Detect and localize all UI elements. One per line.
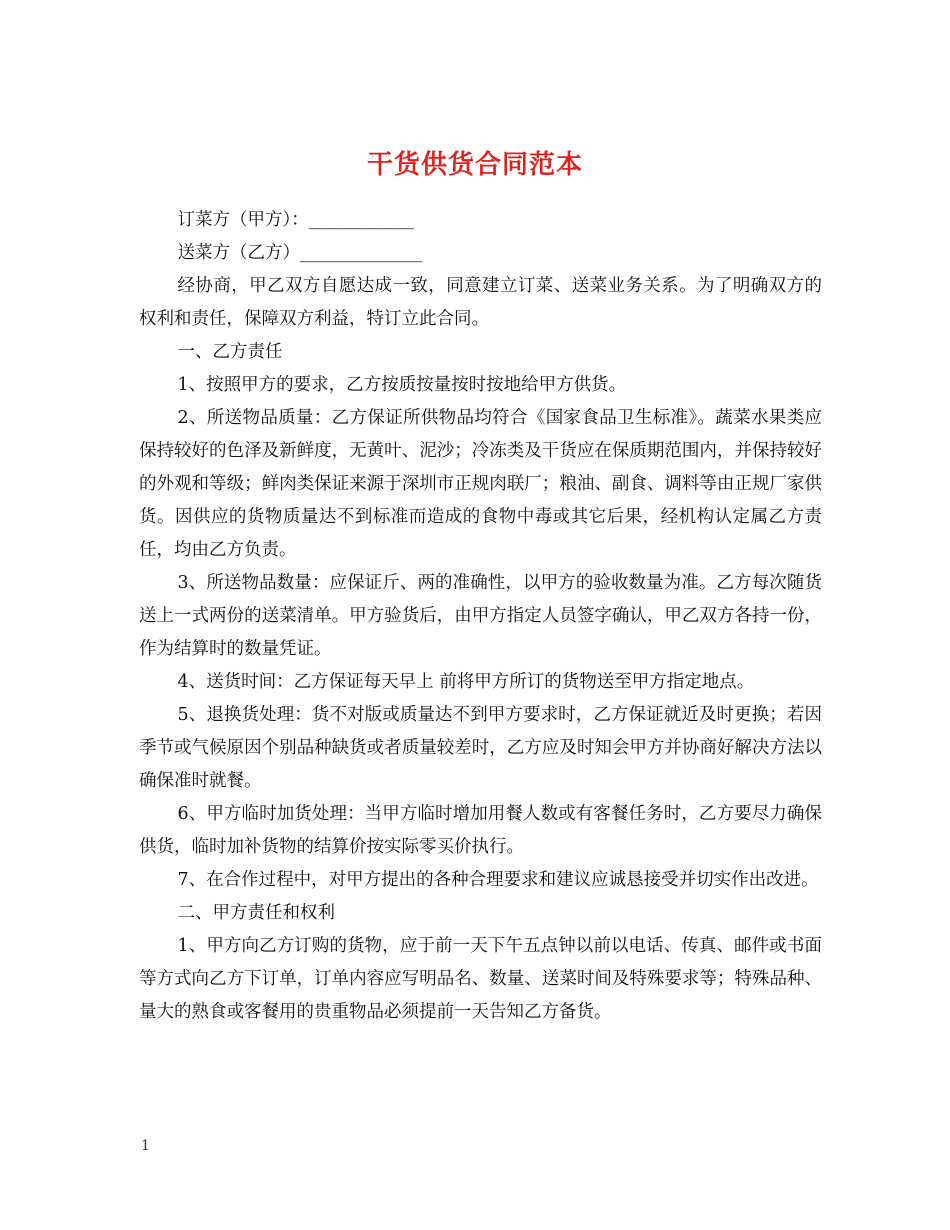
section-heading-party-a: 二、甲方责任和权利 [177, 903, 335, 923]
intro-paragraph: 经协商，甲乙双方自愿达成一致，同意建立订菜、送菜业务关系。为了明确双方的权利和责任，保障双方利益，特订立此合同。 [139, 276, 822, 329]
clause-b-6: 6、甲方临时加货处理：当甲方临时增加用餐人数或有客餐任务时，乙方要尽力确保供货，临时加补货物的结算价按实际零买价执行。 [139, 804, 822, 857]
clause-b-1: 1、按照甲方的要求，乙方按质按量按时按地给甲方供货。 [177, 375, 627, 395]
clause-b-3: 3、所送物品数量：应保证斤、两的准确性，以甲方的验收数量为准。乙方每次随货送上一式两份的送菜清单。甲方验货后，由甲方指定人员签字确认，甲乙双方各持一份，作为结算时的数量凭证。 [139, 573, 822, 659]
section-heading-party-b: 一、乙方责任 [177, 342, 283, 362]
clause-b-7: 7、在合作过程中，对甲方提出的各种合理要求和建议应诚恳接受并切实作出改进。 [177, 870, 819, 890]
party-b-line: 送菜方（乙方）______________ [177, 243, 423, 263]
page-number: 1 [141, 1138, 150, 1154]
document-body [139, 204, 822, 1029]
party-a-line: 订菜方（甲方）：____________ [177, 210, 414, 230]
clause-a-1: 1、甲方向乙方订购的货物，应于前一天下午五点钟以前以电话、传真、邮件或书面等方式向乙方下订单，订单内容应写明品名、数量、送菜时间及特殊要求等；特殊品种、量大的熟食或客餐用的贵重物品必须提前一天告知乙方备货。 [139, 936, 822, 1022]
clause-b-5: 5、退换货处理：货不对版或质量达不到甲方要求时，乙方保证就近及时更换；若因季节或气候原因个别品种缺货或者质量较差时，乙方应及时知会甲方并协商好解决方法以确保准时就餐。 [139, 705, 822, 791]
clause-b-4: 4、送货时间：乙方保证每天早上 前将甲方所订的货物送至甲方指定地点。 [177, 672, 755, 692]
document-title: 干货供货合同范本 [366, 150, 583, 181]
clause-b-2: 2、所送物品质量：乙方保证所供物品均符合《国家食品卫生标准》。蔬菜水果类应保持较好的色泽及新鲜度，无黄叶、泥沙；冷冻类及干货应在保质期范围内，并保持较好的外观和等级；鲜肉类保证来源于深圳市正规肉联厂；粮油、副食、调料等由正规厂家供货。因供应的货物质量达不到标准而造成的食物中毒或其它后果，经机构认定属乙方责任，均由乙方负责。 [139, 408, 822, 560]
